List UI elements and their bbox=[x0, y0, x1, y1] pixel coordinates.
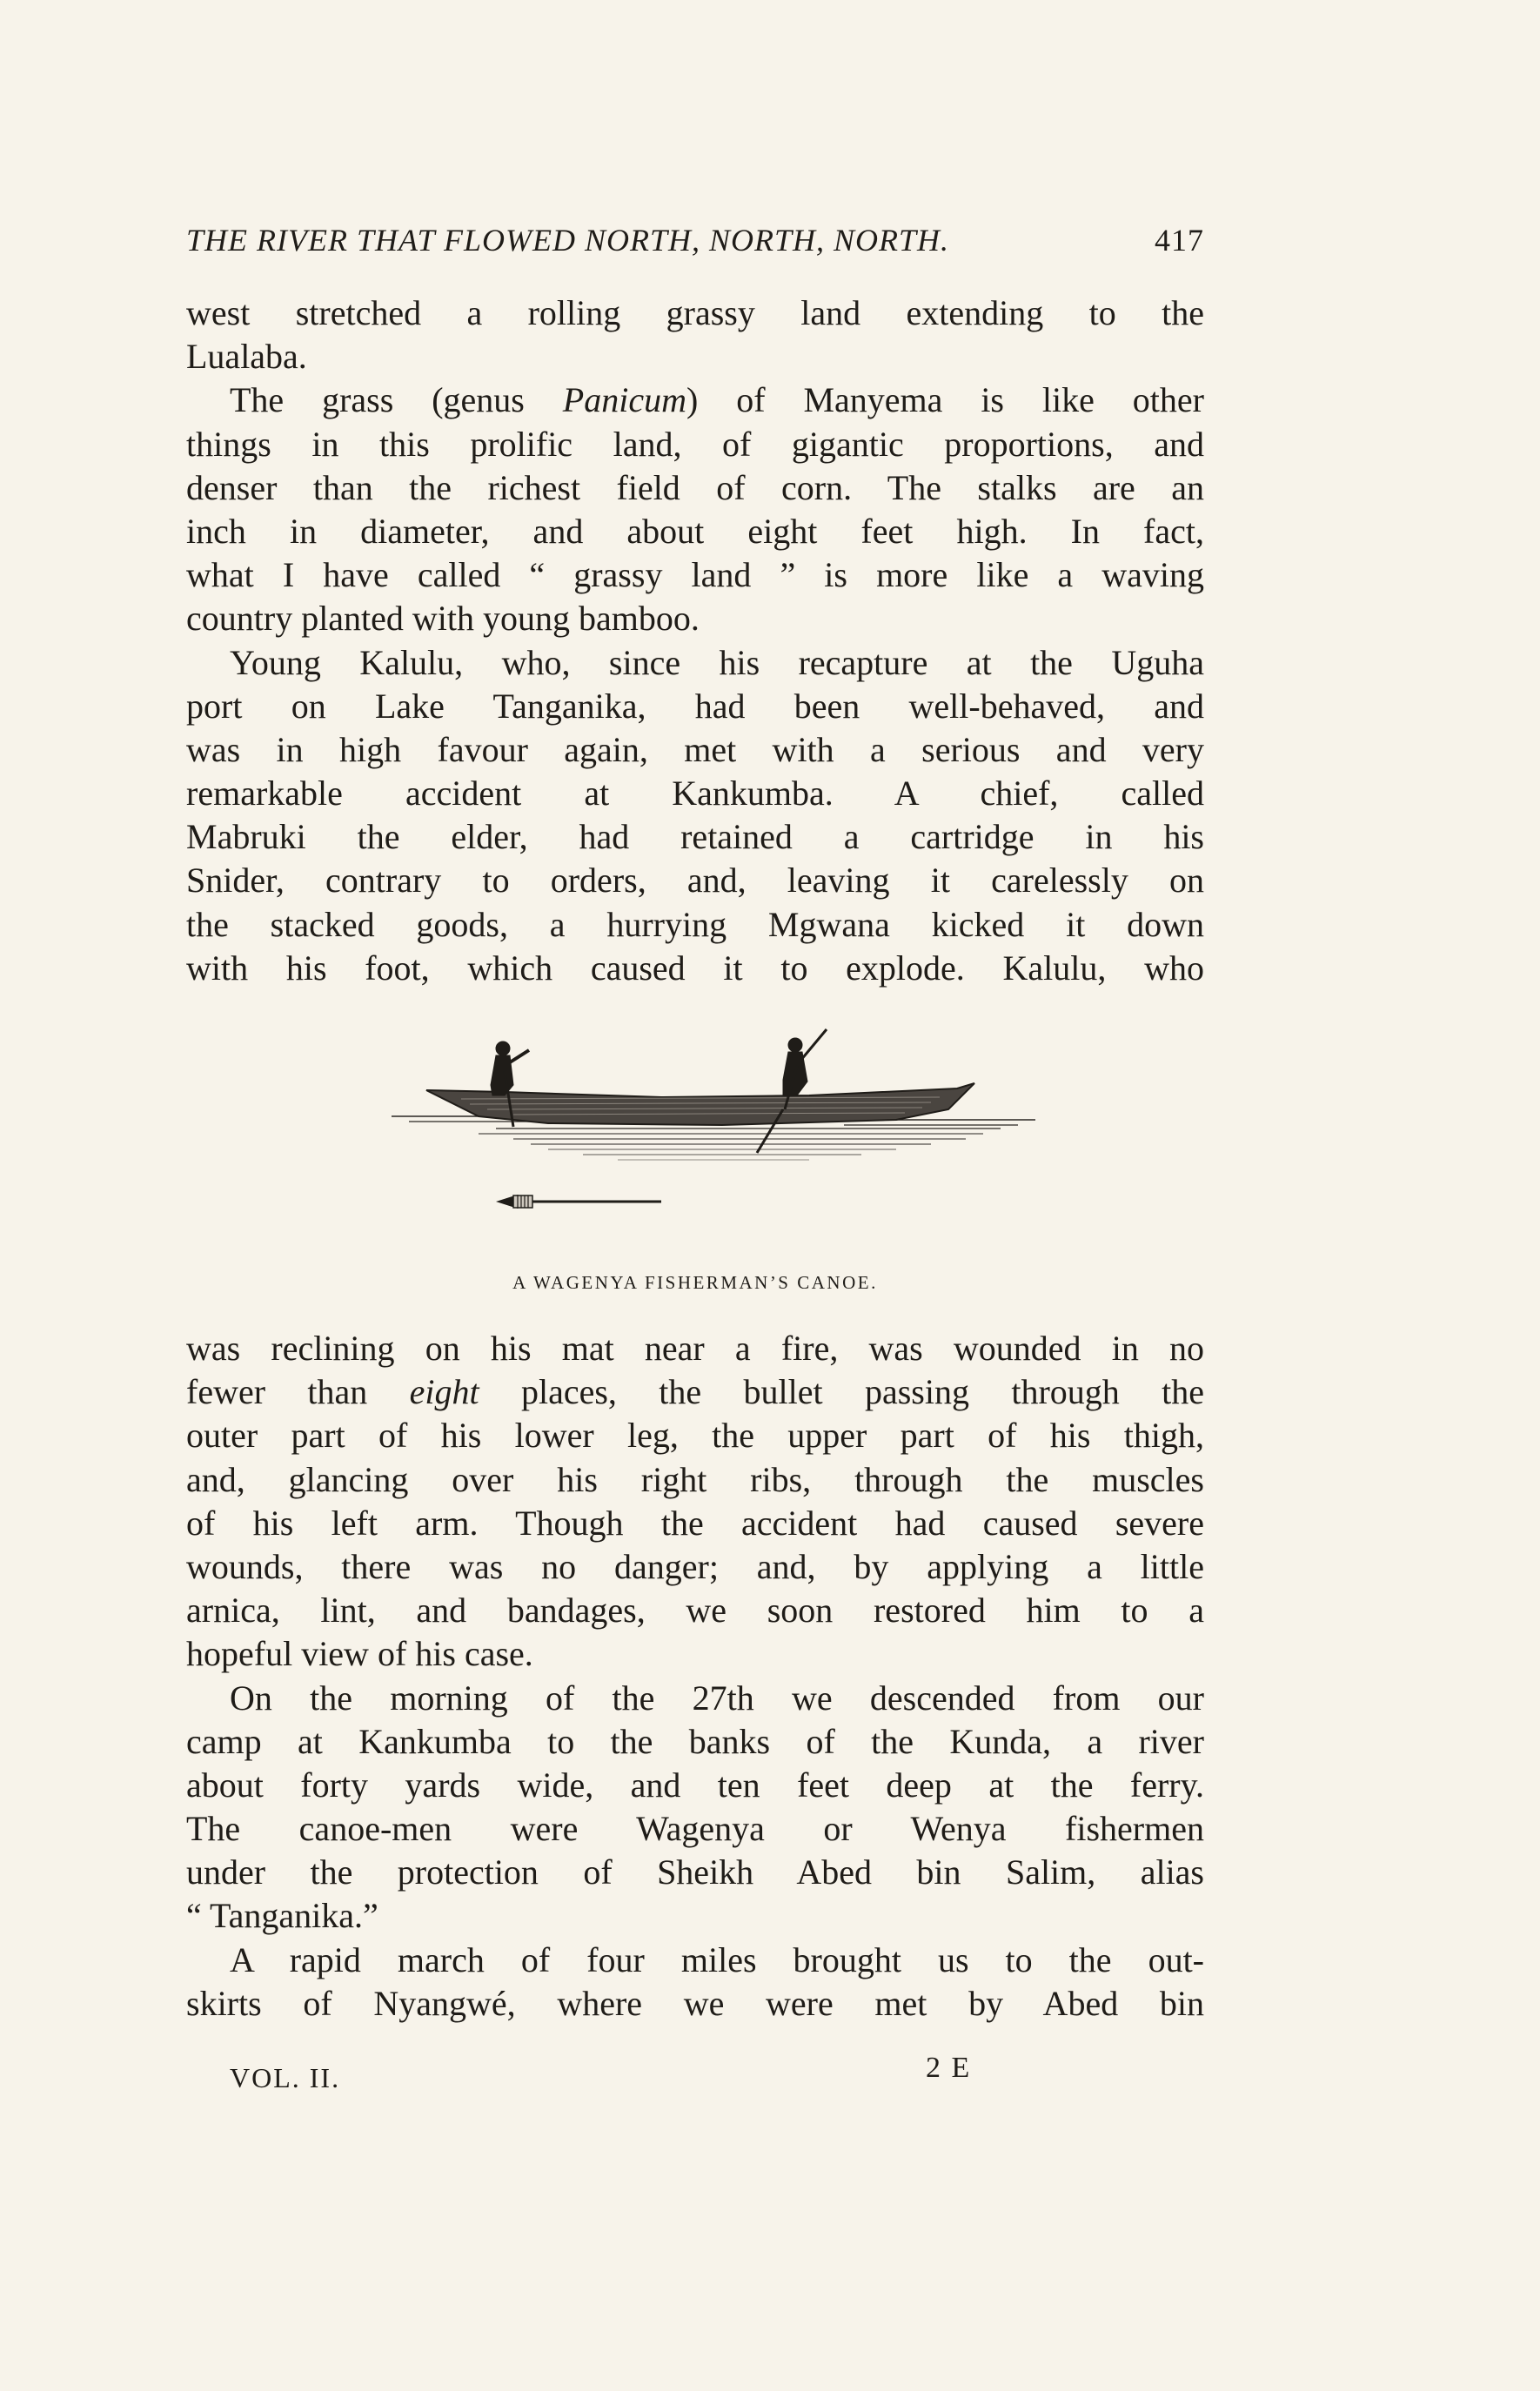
text-line: things in this prolific land, of gigantic proportions, and bbox=[186, 424, 1204, 464]
text-line: camp at Kankumba to the banks of the Kunda, a river bbox=[186, 1721, 1204, 1761]
text-line: with his foot, which caused it to explode. Kalulu, who bbox=[186, 948, 1204, 988]
text-line: port on Lake Tanganika, had been well-behaved, and bbox=[186, 686, 1204, 726]
page-footer bbox=[186, 2052, 1204, 2106]
text-block-bottom bbox=[186, 1327, 1204, 2026]
paddle-drawing bbox=[496, 1195, 661, 1209]
text-line: what I have called “ grassy land ” is more like a waving bbox=[186, 555, 1204, 595]
text-line: Young Kalulu, who, since his recapture at the Uguha bbox=[230, 642, 1204, 682]
text-line: country planted with young bamboo. bbox=[186, 599, 700, 639]
text-line: inch in diameter, and about eight feet high. In fact, bbox=[186, 511, 1204, 551]
text-line: remarkable accident at Kankumba. A chief, called bbox=[186, 774, 1204, 814]
text-line: wounds, there was no danger; and, by applying a little bbox=[186, 1546, 1204, 1586]
text-line: The canoe-men were Wagenya or Wenya fishermen bbox=[186, 1809, 1204, 1849]
text-line: outer part of his lower leg, the upper part of his thigh, bbox=[186, 1416, 1204, 1456]
text-line: hopeful view of his case. bbox=[186, 1634, 533, 1674]
canoe-engraving bbox=[374, 1022, 1044, 1231]
volume-mark: VOL. II. bbox=[230, 2062, 341, 2093]
text-line: of his left arm. Though the accident had caused severe bbox=[186, 1503, 1204, 1543]
text-block-top bbox=[186, 291, 1204, 990]
text-line: fewer than eight places, the bullet passing through the bbox=[186, 1372, 1205, 1412]
text-line: and, glancing over his right ribs, through the muscles bbox=[186, 1459, 1204, 1499]
text-line: west stretched a rolling grassy land extending to the bbox=[186, 293, 1204, 332]
signature-mark: 2 E bbox=[926, 2052, 972, 2084]
italic-emphasis: eight bbox=[409, 1372, 479, 1412]
text-line: Snider, contrary to orders, and, leaving it carelessly on bbox=[186, 861, 1204, 901]
canoe-illustration bbox=[374, 1022, 1044, 1231]
italic-genus-name: Panicum bbox=[562, 380, 686, 420]
text-line: skirts of Nyangwé, where we were met by Abed bin bbox=[186, 1983, 1204, 2023]
text-line: A rapid march of four miles brought us to the out- bbox=[230, 1939, 1204, 1979]
text-line: denser than the richest field of corn. The stalks are an bbox=[186, 467, 1204, 507]
text-line: arnica, lint, and bandages, we soon restored him to a bbox=[186, 1591, 1204, 1631]
figure-caption: A WAGENYA FISHERMAN’S CANOE. bbox=[512, 1272, 878, 1293]
page-number: 417 bbox=[1155, 223, 1204, 258]
text-line: was in high favour again, met with a serious and very bbox=[186, 729, 1204, 769]
text-line: was reclining on his mat near a fire, was wounded in no bbox=[186, 1329, 1204, 1368]
text-line: under the protection of Sheikh Abed bin Salim, alias bbox=[186, 1852, 1204, 1892]
text-line: about forty yards wide, and ten feet deep at the ferry. bbox=[186, 1765, 1204, 1805]
text-line: “ Tanganika.” bbox=[186, 1896, 378, 1936]
text-line: Mabruki the elder, had retained a cartridge in his bbox=[186, 817, 1204, 857]
text-line: The grass (genus Panicum) of Manyema is like other bbox=[230, 380, 1204, 420]
text-line: the stacked goods, a hurrying Mgwana kicked it down bbox=[186, 904, 1204, 944]
text-line: Lualaba. bbox=[186, 337, 307, 377]
text-line: On the morning of the 27th we descended from our bbox=[230, 1678, 1204, 1718]
fisherman-right bbox=[757, 1029, 827, 1153]
running-head-title: THE RIVER THAT FLOWED NORTH, NORTH, NORTH. bbox=[186, 223, 950, 258]
running-head bbox=[186, 222, 1204, 274]
